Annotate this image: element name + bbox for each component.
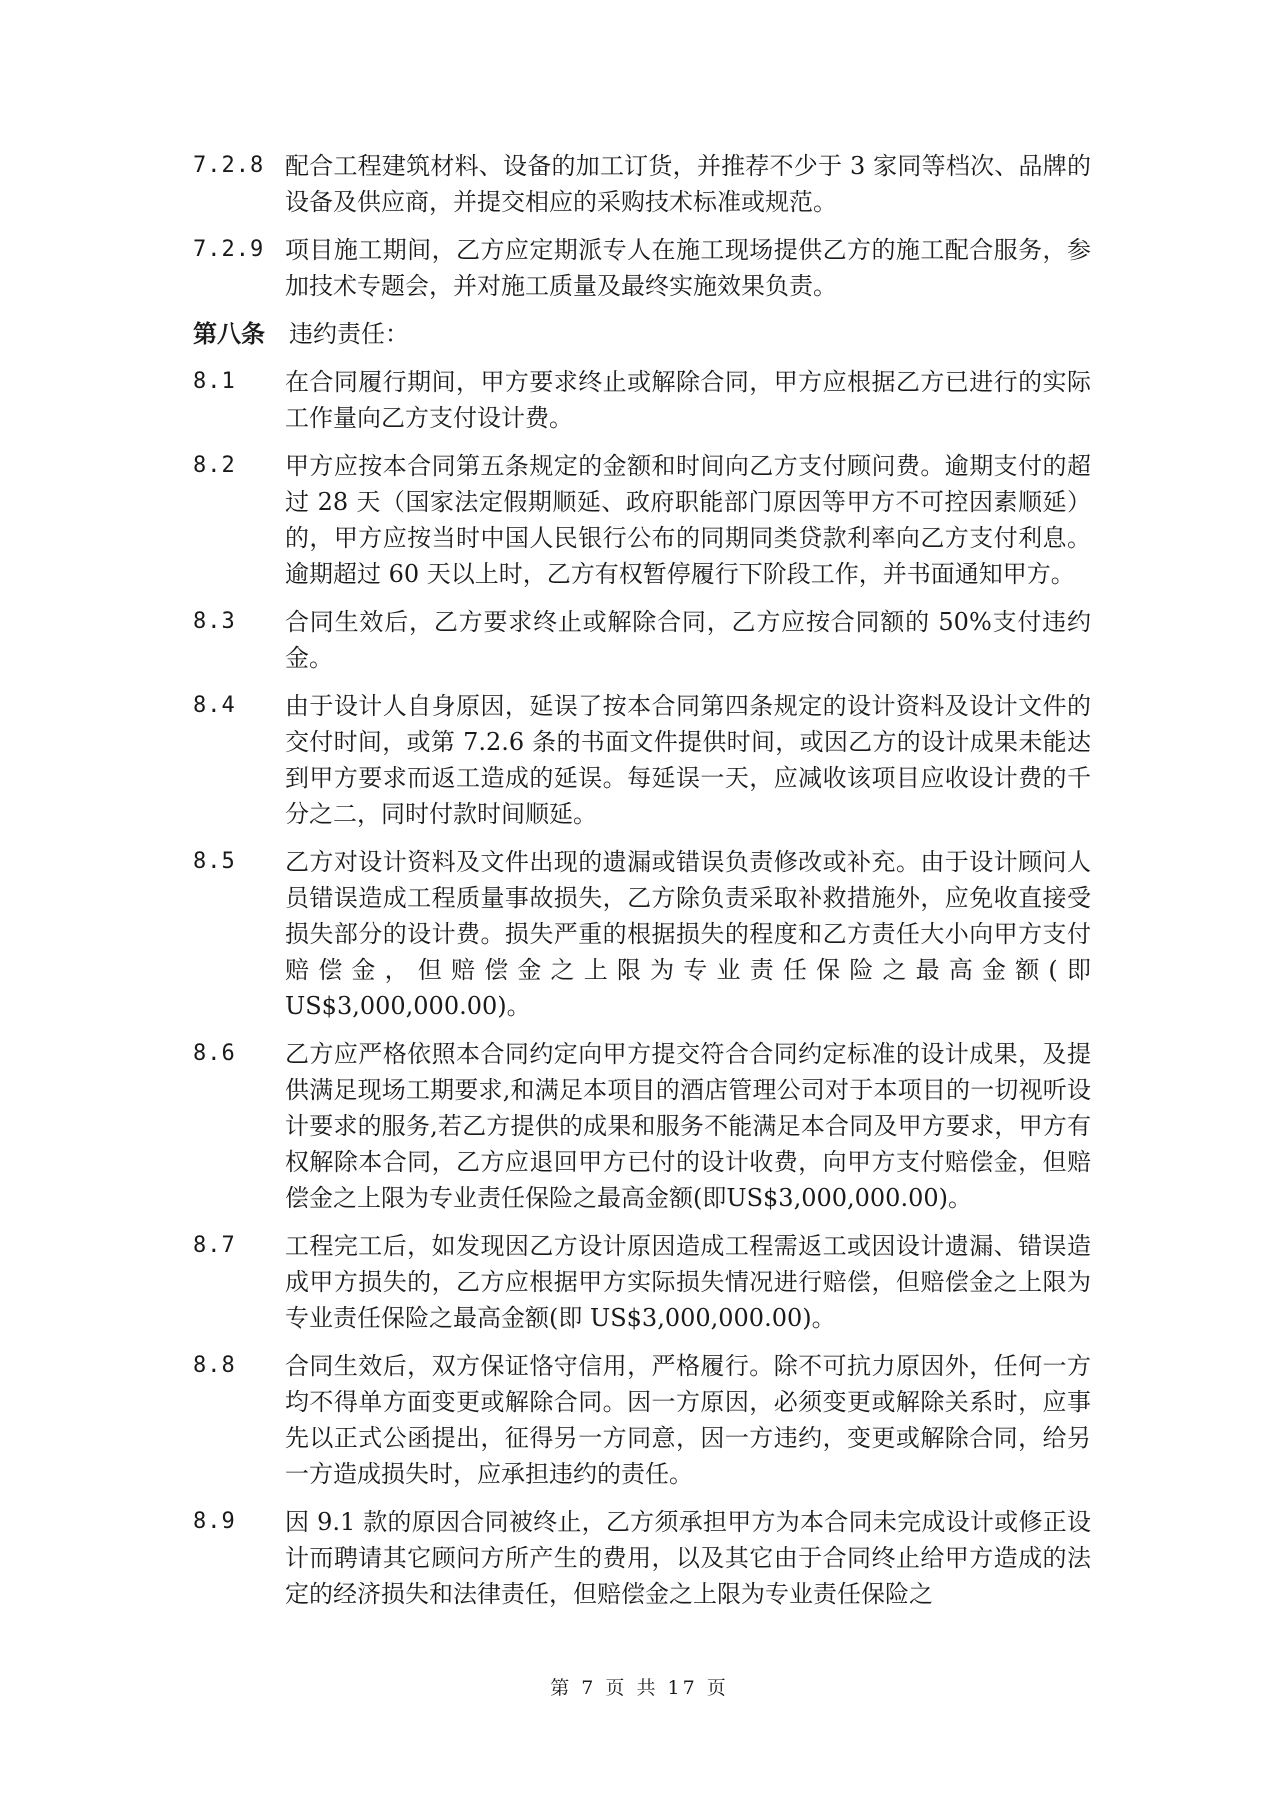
clause-text: 项目施工期间，乙方应定期派专人在施工现场提供乙方的施工配合服务，参加技术专题会，并对施工质量及最终实施效果负责。 (285, 236, 1091, 300)
clause-text: 配合工程建筑材料、设备的加工订货，并推荐不少于 3 家同等档次、品牌的设备及供应商，并提交相应的采购技术标准或规范。 (285, 152, 1091, 216)
clause-8-4 (193, 688, 1091, 832)
clause-8-7 (193, 1228, 1091, 1336)
clause-text: 乙方应严格依照本合同约定向甲方提交符合合同约定标准的设计成果，及提供满足现场工期要求,和满足本项目的酒店管理公司对于本项目的一切视听设计要求的服务,若乙方提供的成果和服务不能满足本合同及甲方要求，甲方有权解除本合同，乙方应退回甲方已付的设计收费，向甲方支付赔偿金，但赔偿金之上限为专业责任保险之最高金额(即US$3,000,000.00)。 (285, 1040, 1091, 1212)
clause-text: 由于设计人自身原因，延误了按本合同第四条规定的设计资料及设计文件的交付时间，或第 7.2.6 条的书面文件提供时间，或因乙方的设计成果未能达到甲方要求而返工造成的延误。每延误一天，应减收该项目应收设计费的千分之二，同时付款时间顺延。 (285, 692, 1091, 828)
clause-text: 因 9.1 款的原因合同被终止，乙方须承担甲方为本合同未完成设计或修正设计而聘请其它顾问方所产生的费用，以及其它由于合同终止给甲方造成的法定的经济损失和法律责任，但赔偿金之上限为专业责任保险之 (285, 1508, 1091, 1608)
clause-8-5 (193, 844, 1091, 1024)
clause-number: 7.2.9 (193, 237, 265, 262)
article-heading (193, 316, 1091, 352)
page-content (193, 148, 1091, 1624)
clause-8-2 (193, 448, 1091, 592)
clause-8-1 (193, 364, 1091, 436)
clause-8-3 (193, 604, 1091, 676)
clause-number: 8.9 (193, 1509, 236, 1534)
clause-number: 8.8 (193, 1353, 236, 1378)
clause-number: 8.5 (193, 849, 236, 874)
clause-text: 工程完工后，如发现因乙方设计原因造成工程需返工或因设计遗漏、错误造成甲方损失的，乙方应根据甲方实际损失情况进行赔偿，但赔偿金之上限为专业责任保险之最高金额(即 US$3,000,000.00)。 (285, 1232, 1091, 1332)
clause-number: 8.2 (193, 453, 236, 478)
clause-number: 8.4 (193, 693, 236, 718)
clause-number: 8.7 (193, 1233, 236, 1258)
article-title: 违约责任： (289, 320, 409, 348)
page-footer: 第 7 页 共 17 页 (550, 1677, 729, 1699)
clause-8-8 (193, 1348, 1091, 1492)
clause-number: 7.2.8 (193, 153, 265, 178)
article-number: 第八条 (193, 320, 265, 348)
clause-text: 在合同履行期间，甲方要求终止或解除合同，甲方应根据乙方已进行的实际工作量向乙方支付设计费。 (285, 368, 1091, 432)
clause-8-6 (193, 1036, 1091, 1216)
clause-number: 8.6 (193, 1041, 236, 1066)
clause-text: 乙方对设计资料及文件出现的遗漏或错误负责修改或补充。由于设计顾问人员错误造成工程质量事故损失，乙方除负责采取补救措施外，应免收直接受损失部分的设计费。损失严重的根据损失的程度和乙方责任大小向甲方支付赔偿金，但赔偿金之上限为专业责任保险之最高金额(即US$3,000,000.00)。 (285, 848, 1091, 1020)
clause-text: 甲方应按本合同第五条规定的金额和时间向乙方支付顾问费。逾期支付的超过 28 天（国家法定假期顺延、政府职能部门原因等甲方不可控因素顺延）的，甲方应按当时中国人民银行公布的同期同类贷款利率向乙方支付利息。逾期超过 60 天以上时，乙方有权暂停履行下阶段工作，并书面通知甲方。 (285, 452, 1091, 588)
clause-text: 合同生效后，乙方要求终止或解除合同，乙方应按合同额的 50%支付违约金。 (285, 608, 1091, 672)
clause-number: 8.1 (193, 369, 236, 394)
clause-8-9 (193, 1504, 1091, 1612)
clause-7-2-9 (193, 232, 1091, 304)
clause-number: 8.3 (193, 609, 236, 634)
clause-text: 合同生效后，双方保证恪守信用，严格履行。除不可抗力原因外，任何一方均不得单方面变更或解除合同。因一方原因，必须变更或解除关系时，应事先以正式公函提出，征得另一方同意，因一方违约，变更或解除合同，给另一方造成损失时，应承担违约的责任。 (285, 1352, 1091, 1488)
clause-7-2-8 (193, 148, 1091, 220)
